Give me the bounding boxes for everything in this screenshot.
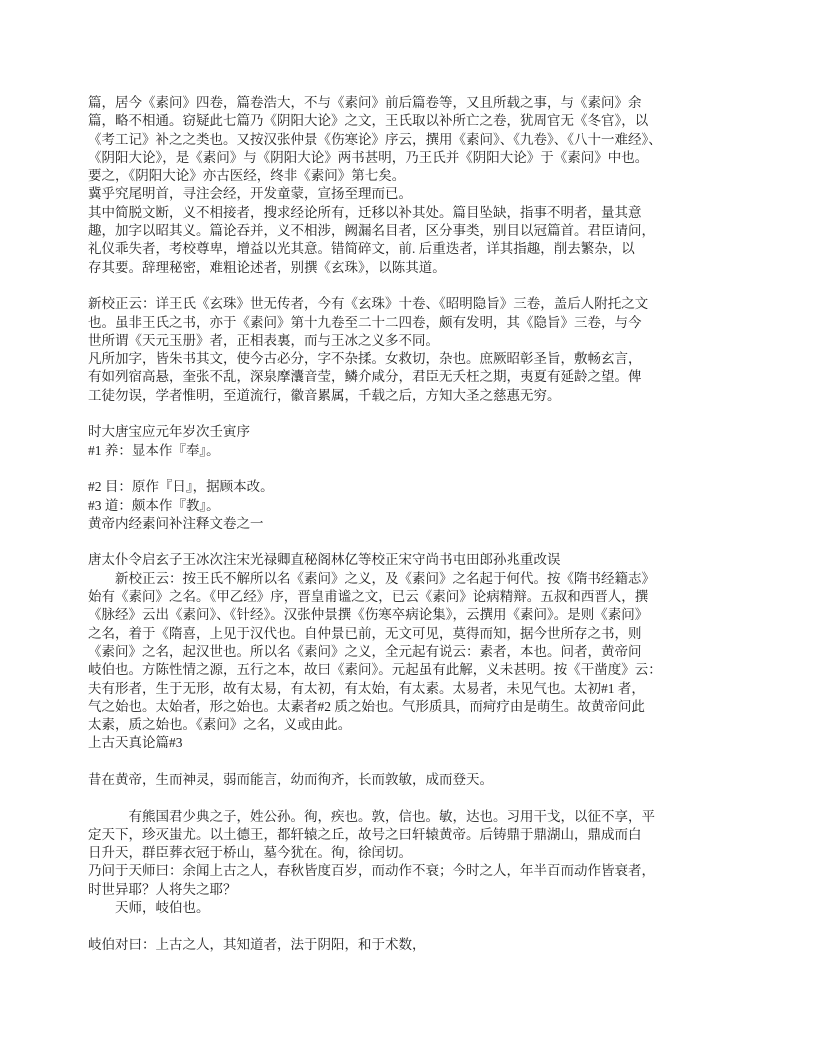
text-line: 乃问于天师曰：余闻上古之人，春秋皆度百岁，而动作不衰；今时之人，年半百而动作皆衰者， bbox=[88, 863, 655, 879]
text-line: 黄帝内经素问补注释文卷之一 bbox=[88, 515, 264, 531]
text-line: 《脉经》云出《素问》、《针经》。汉张仲景撰《伤寒卒病论集》，云撰用《素问》。是则《素问》 bbox=[88, 607, 649, 623]
text-line: 昔在黄帝，生而神灵，弱而能言，幼而徇齐，长而敦敏，成而登天。 bbox=[88, 771, 493, 787]
text-line: 有如列宿高悬，奎张不乱，深泉摩灢音莹，鳞介咸分，君臣无夭枉之期，夷夏有延龄之望。俾 bbox=[88, 369, 642, 385]
text-line: 上古天真论篇#3 bbox=[88, 735, 183, 751]
text-line bbox=[88, 789, 740, 807]
text-line bbox=[88, 277, 740, 295]
text-line: 唐太仆令启玄子王冰次注宋光禄卿直秘阁林亿等校正宋守尚书屯田郎孙兆重改误 bbox=[88, 552, 561, 568]
text-line: #2 目：原作『日』，据顾本改。 bbox=[88, 479, 274, 495]
text-line: 《考工记》补之之类也。又按汉张仲景《伤寒论》序云，撰用《素问》、《九卷》、《八十一难经》、 bbox=[88, 131, 662, 147]
text-line bbox=[88, 753, 740, 771]
text-line: 也。虽非王氏之书，亦于《素问》第十九卷至二十二四卷，颇有发明，其《隐旨》三卷，与今 bbox=[88, 314, 642, 330]
text-line: #1 养：显本作『奉』。 bbox=[88, 442, 220, 458]
text-line: 礼仪乖失者，考校尊卑，增益以光其意。错简碎文，前. 后重迭者，详其指趣，削去繁杂，以 bbox=[88, 241, 635, 257]
text-line: 工徒勿误，学者惟明，至道流行，徽音累属，千载之后，方知大圣之慈惠无穷。 bbox=[88, 387, 561, 403]
text-line: 要之，《阴阳大论》亦古医经，终非《素问》第七矣。 bbox=[88, 168, 406, 184]
text-line: 篇，略不相通。窃疑此七篇乃《阴阳大论》之文，王氏取以补所亡之卷，犹周官无《冬官》，以 bbox=[88, 113, 649, 129]
text-line: 世所谓《天元玉册》者，正相表裏，而与王冰之义多不同。 bbox=[88, 332, 439, 348]
text-line: #3 道：颇本作『教』。 bbox=[88, 497, 220, 513]
text-line: 冀乎究尾明首，寻注会经，开发童蒙，宣扬至理而已。 bbox=[88, 186, 412, 202]
text-line bbox=[88, 533, 740, 551]
text-line: 时大唐宝应元年岁次壬寅序 bbox=[88, 424, 250, 440]
text-line: 岐伯对曰：上古之人，其知道者，法于阴阳，和于术数， bbox=[88, 936, 426, 952]
text-line: 定天下，珍灭蚩尤。以土德王，都轩辕之丘，故号之曰轩辕黄帝。后铸鼎于鼎湖山，鼎成而白 bbox=[88, 826, 642, 842]
text-line: 太素，质之始也。《素问》之名，义或由此。 bbox=[88, 717, 352, 733]
text-line: 岐伯也。方陈性情之源，五行之本，故曰《素问》。元起虽有此解，义未甚明。按《干凿度》云： bbox=[88, 662, 662, 678]
text-line: 始有《素问》之名。《甲乙经》序，晋皇甫谧之文，已云《素问》论病精辩。五叔和西晋人，撰 bbox=[88, 589, 649, 605]
text-line bbox=[88, 460, 740, 478]
text-line: 天师，岐伯也。 bbox=[88, 900, 210, 916]
text-line: 其中简脱文断，义不相接者，搜求经论所有，迁移以补其处。篇目坠缺，指事不明者，量其意 bbox=[88, 204, 642, 220]
text-line: 之名，着于《隋喜，上见于汉代也。自仲景已前，无文可见，莫得而知，据今世所存之书，则 bbox=[88, 625, 642, 641]
text-line: 气之始也。太始者，形之始也。太素者#2 质之始也。气形质具，而疴疗由是萌生。故黄帝问此 bbox=[88, 698, 645, 714]
text-line bbox=[88, 405, 740, 423]
text-line: 《阴阳大论》，是《素问》与《阴阳大论》两书甚明，乃王氏并《阴阳大论》于《素问》中也。 bbox=[88, 149, 649, 165]
text-line: 篇，居今《素问》四卷，篇卷浩大，不与《素问》前后篇卷等，又且所载之事，与《素问》余 bbox=[88, 95, 642, 110]
text-line: 新校正云：详王氏《玄珠》世无传者，今有《玄珠》十卷、《昭明隐旨》三卷，盖后人附托之文 bbox=[88, 296, 649, 312]
text-line: 新校正云：按王氏不解所以名《素问》之义，及《素问》之名起于何代。按《隋书经籍志》 bbox=[88, 570, 655, 586]
text-line: 趣，加字以昭其义。篇论吞并，义不相涉，阙漏名目者，区分事类，别目以冠篇首。君臣请问， bbox=[88, 223, 655, 239]
text-line: 存其要。辞理秘密，难粗论述者，别撰《玄珠》，以陈其道。 bbox=[88, 259, 446, 275]
text-line: 夫有形者，生于无形，故有太易，有太初，有太始，有太素。太易者，未见气也。太初#1 者， bbox=[88, 680, 645, 696]
text-line: 日升天，群臣葬衣冠于桥山，墓今犹在。徇，徐闰切。 bbox=[88, 845, 412, 861]
text-line bbox=[88, 917, 740, 935]
text-line: 《素问》之名，起汉世也。所以名《素问》之义，全元起有说云：素者，本也。问者，黄帝问 bbox=[88, 643, 642, 659]
text-line: 时世异耶？人将失之耶？ bbox=[88, 881, 237, 897]
text-line: 凡所加字，皆朱书其文，使今古必分，字不杂揉。女救切，杂也。庶厥昭彰圣旨，敷畅玄言， bbox=[88, 351, 642, 367]
document-text bbox=[88, 94, 740, 954]
text-line: 有熊国君少典之子，姓公孙。徇，疾也。敦，信也。敏，达也。习用干戈，以征不享，平 bbox=[88, 808, 655, 824]
